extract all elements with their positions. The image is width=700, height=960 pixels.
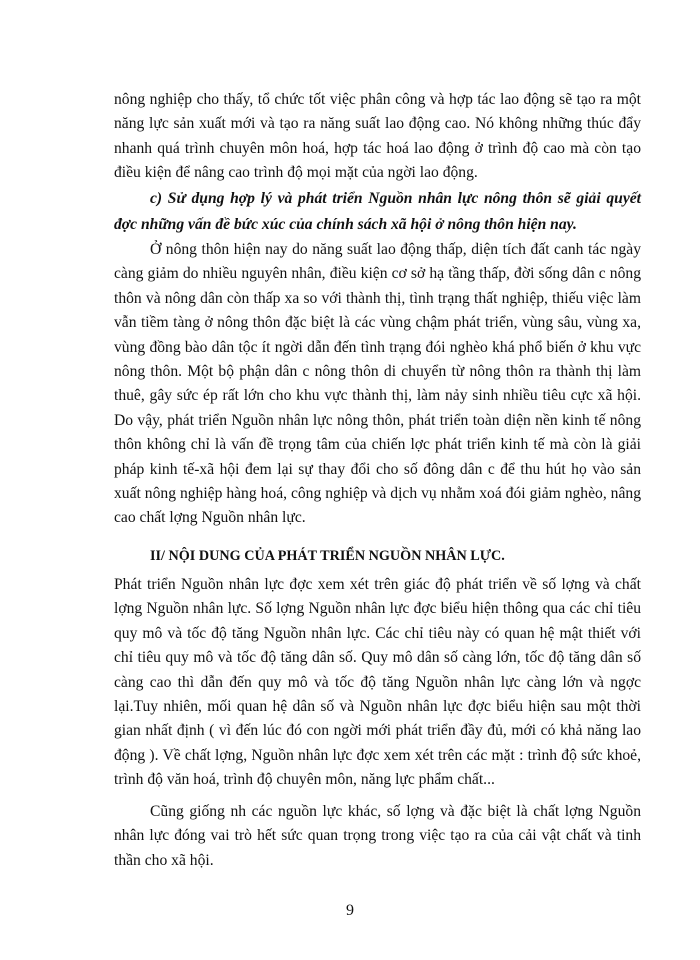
paragraph-rural-labor: Ở nông thôn hiện nay do năng suất lao động thấp, diện tích đất canh tác ngày càng giảm do nhiều nguyên nhân, điều kiện cơ sở hạ tầng thấp, đời sống dân c nông thôn và nông dân còn thấp xa so với thành thị, tình trạng thất nghiệp, thiếu việc làm vẫn tiềm tàng ở nông thôn đặc biệt là các vùng chậm phát triển, vùng sâu, vùng xa, vùng đồng bào dân tộc ít ngời dẫn đến tình trạng đói nghèo khá phổ biến ở khu vực nông thôn. Một bộ phận dân c nông thôn di chuyển từ nông thôn ra thành thị làm thuê, gây sức ép rất lớn cho khu vực thành thị, làm nảy sinh nhiều tiêu cực xã hội. Do vậy, phát triển Nguồn nhân lực nông thôn, phát triển toàn diện nền kinh tế nông thôn không chỉ là vấn đề trọng tâm của chiến lợc phát triển kinh tế mà còn là giải pháp kinh tế-xã hội đem lại sự thay đổi cho số đông dân c để thu hút họ vào sản xuất nông nghiệp hàng hoá, công nghiệp và dịch vụ nhằm xoá đói giảm nghèo, nâng cao chất lợng Nguồn nhân lực.: [114, 241, 641, 527]
page-number: 9: [346, 902, 354, 919]
paragraph-continuation: nông nghiệp cho thấy, tổ chức tốt việc phân công và hợp tác lao động sẽ tạo ra một năng lực sản xuất mới và tạo ra năng suất lao động cao. Nó không những thúc đẩy nhanh quá trình chuyên môn hoá, hợp tác hoá lao động ở trình độ cao mà còn tạo điều kiện để nâng cao trình độ mọi mặt của ngời lao động.: [114, 91, 641, 182]
section-heading-ii: II/ NỘI DUNG CỦA PHÁT TRIỂN NGUỒN NHÂN LỰC.: [150, 548, 505, 564]
section-heading-c: c) Sử dụng hợp lý và phát triển Nguồn nhân lực nông thôn sẽ giải quyết đợc những vấn đề bức xúc của chính sách xã hội ở nông thôn hiện nay.: [114, 190, 641, 233]
paragraph-development-content: Phát triển Nguồn nhân lực đợc xem xét trên giác độ phát triển về số lợng và chất lợng Nguồn nhân lực. Số lợng Nguồn nhân lực đợc biểu hiện thông qua các chỉ tiêu quy mô và tốc độ tăng Nguồn nhân lực. Các chỉ tiêu này có quan hệ mật thiết với chỉ tiêu quy mô và tốc độ tăng dân số. Quy mô dân số càng lớn, tốc độ tăng dân số càng cao thì dẫn đến quy mô và tốc độ tăng Nguồn nhân lực càng lớn và ngợc lại.Tuy nhiên, mối quan hệ dân số và Nguồn nhân lực đợc biểu hiện sau một thời gian nhất định ( vì đến lúc đó con ngời mới phát triển đầy đủ, mới có khả năng lao động ). Về chất lợng, Nguồn nhân lực đợc xem xét trên các mặt : trình độ sức khoẻ, trình độ văn hoá, trình độ chuyên môn, năng lực phẩm chất...: [114, 576, 641, 789]
paragraph-importance: Cũng giống nh các nguồn lực khác, số lợng và đặc biệt là chất lợng Nguồn nhân lực đóng vai trò hết sức quan trọng trong việc tạo ra của cải vật chất và tinh thần cho xã hội.: [114, 803, 641, 869]
